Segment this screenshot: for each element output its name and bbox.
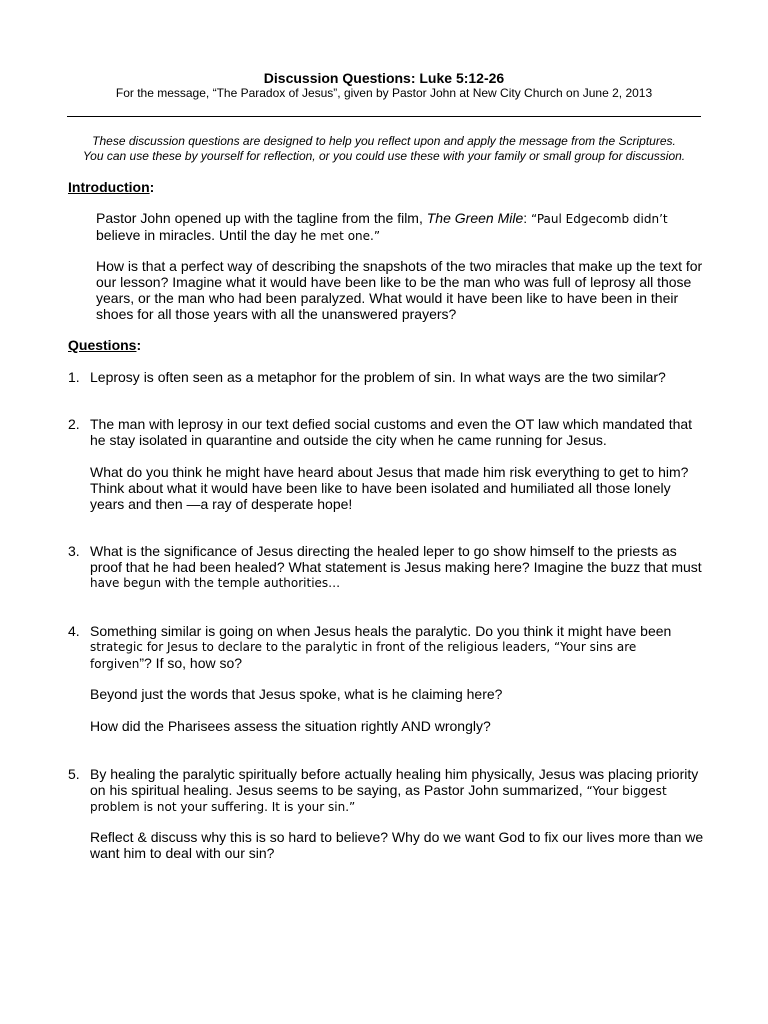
question-number: 1. xyxy=(68,369,80,385)
question-number: 5. xyxy=(68,766,80,782)
question-4-followup-1: Beyond just the words that Jesus spoke, what is he claiming here? xyxy=(90,686,503,702)
header-divider xyxy=(67,116,701,117)
film-tagline: “Paul Edgecomb didn’t xyxy=(531,212,668,226)
introduction-paragraph-2: How is that a perfect way of describing the snapshots of the two miracles that make up the text for our lesson? Imagine what it would have been like to be the man who was full of leprosy all those years, or the man who had been paralyzed. What would it have been like to have been in their shoes for all those years with all the unanswered prayers? xyxy=(96,258,703,322)
usage-note xyxy=(60,134,708,164)
document-page: Discussion Questions: Luke 5:12-26 For the message, “The Paradox of Jesus”, given by Pastor John at New City Church on June 2, 2013 These discussion questions are designed to help you reflect upon and apply the message from the Scriptures. You can use these by yourself for reflection, or you could use these with your family or small group for discussion. Introduction: Pastor John opened up with the tagline from the film, The Green Mile: “Paul Edgecomb didn’t believe in miracles. Until the day he met one.” How is that a perfect way of describing the snapshots of the two miracles that make up the text for our lesson? Imagine what it would have been like to be the man who was full of leprosy all those years, or the man who had been paralyzed. What would it have been like to have been in their shoes for all those years with all the unanswered prayers? Questions: 1. Leprosy is often seen as a metaphor for the problem of sin. In what ways are the two similar? 2. The man with leprosy in our text defied social customs and even the OT law which mandated that he stay isolated in quarantine and outside the city when he came running for Jesus. What do you think he might have heard about Jesus that made him risk everything to get to him? Think about what it would have been like to have been isolated and humiliated all those lonely years and then —a ray of desperate hope! 3. What is the significance of Jesus directing the healed leper to go show himself to the priests as proof that he had been healed? What statement is Jesus making here? Imagine the buzz that must have begun with the temple authorities… 4. Something similar is going on when Jesus heals the paralytic. Do you think it might have been strategic for Jesus to declare to the paralytic in front of the religious leaders, “Your sins are forgiven”? If so, how so? Beyond just the words that Jesus spoke, what is he claiming here? How did the Pharisees assess the situation rightly AND wrongly? 5. By healing the paralytic spiritually before actually healing him physically, Jesus was placing priority on his spiritual healing. Jesus seems to be saying, as Pastor John summarized, “Your biggest problem is not your suffering. It is your sin.” Reflect & discuss why this is so hard to believe? Why do we want God to fix our lives more than we want him to deal with our sin? xyxy=(0,0,768,1024)
film-title: The Green Mile xyxy=(426,210,524,226)
question-number: 3. xyxy=(68,543,80,559)
question-4-followup-2: How did the Pharisees assess the situation rightly AND wrongly? xyxy=(90,718,491,734)
questions-heading: Questions: xyxy=(68,337,142,353)
question-5-followup: Reflect & discuss why this is so hard to believe? Why do we want God to fix our lives more than we want him to deal with our sin? xyxy=(90,829,704,861)
question-number: 2. xyxy=(68,416,80,432)
question-2-followup: What do you think he might have heard about Jesus that made him risk everything to get to him? Think about what it would have been like to have been isolated and humiliated all those lonely years and then —a ray of desperate hope! xyxy=(90,464,689,512)
question-number: 4. xyxy=(68,623,80,639)
introduction-paragraph-1: Pastor John opened up with the tagline from the film, The Green Mile: “Paul Edgecomb didn’t believe in miracles. Until the day he met one.” xyxy=(96,210,668,243)
document-title: Discussion Questions: Luke 5:12-26 xyxy=(263,70,505,86)
usage-note-line: You can use these by yourself for reflection, or you could use these with your family or small group for discussion. xyxy=(82,149,686,163)
document-subtitle: For the message, “The Paradox of Jesus”, given by Pastor John at New City Church on June 2, 2013 xyxy=(115,86,653,100)
introduction-heading: Introduction: xyxy=(68,179,155,195)
usage-note-line: These discussion questions are designed to help you reflect upon and apply the message from the Scriptures. xyxy=(92,134,676,148)
